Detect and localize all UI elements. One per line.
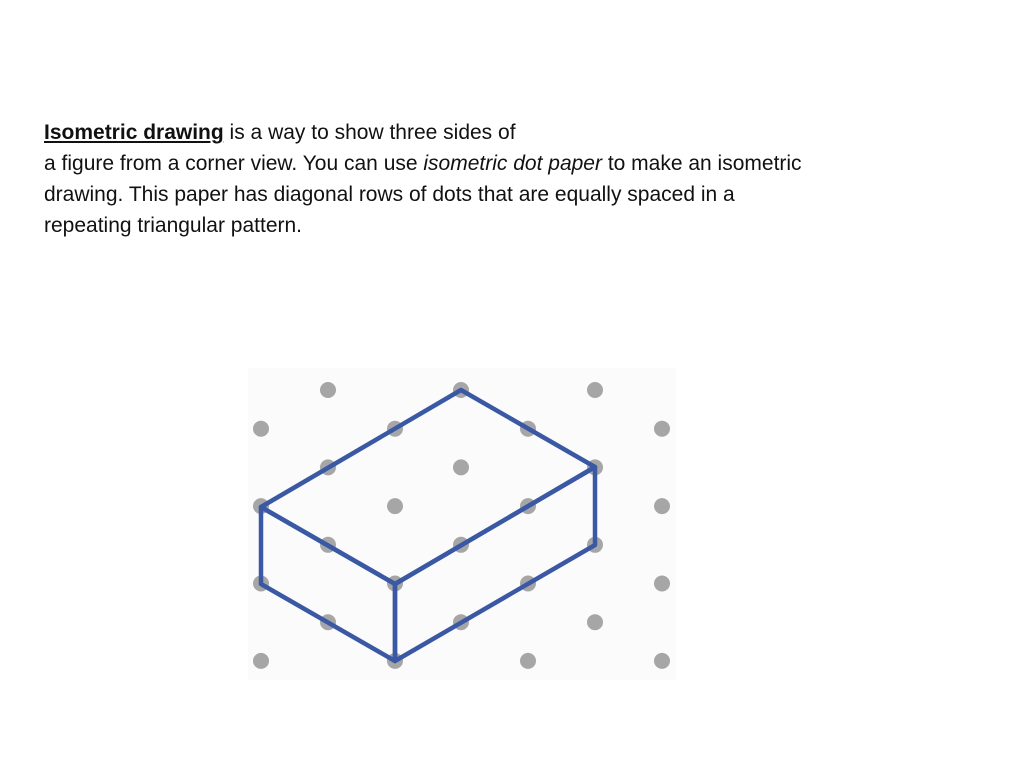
grid-dot xyxy=(253,653,269,669)
paragraph-line-3: drawing. This paper has diagonal rows of dots that are equally spaced in a xyxy=(44,183,735,206)
isometric-dot-paper-figure xyxy=(248,368,676,680)
grid-dot xyxy=(654,421,670,437)
definition-paragraph xyxy=(44,117,944,241)
grid-dot xyxy=(387,498,403,514)
grid-dot xyxy=(654,653,670,669)
grid-dot xyxy=(654,498,670,514)
paragraph-line-4: repeating triangular pattern. xyxy=(44,214,302,237)
prism-right-face xyxy=(395,467,595,661)
line1-text: is a way to show three sides of xyxy=(223,121,516,144)
paragraph-line-1 xyxy=(44,117,944,148)
isometric-prism-drawing xyxy=(248,368,676,680)
isometric-dot-paper-term: isometric dot paper xyxy=(423,152,602,175)
grid-dot xyxy=(253,421,269,437)
grid-dot xyxy=(320,382,336,398)
rectangular-prism xyxy=(261,390,595,661)
prism-top-face xyxy=(261,390,595,584)
grid-dot xyxy=(587,382,603,398)
grid-dot xyxy=(453,459,469,475)
grid-dot xyxy=(520,653,536,669)
line2-text-before: a figure from a corner view. You can use xyxy=(44,152,424,175)
grid-dot xyxy=(587,614,603,630)
grid-dot xyxy=(654,576,670,592)
line2-text-after: to make an isometric xyxy=(601,152,802,175)
prism-left-face xyxy=(261,507,395,661)
paragraph-line-2 xyxy=(44,148,944,179)
isometric-drawing-term: Isometric drawing xyxy=(44,121,224,144)
dot-grid xyxy=(253,382,670,669)
